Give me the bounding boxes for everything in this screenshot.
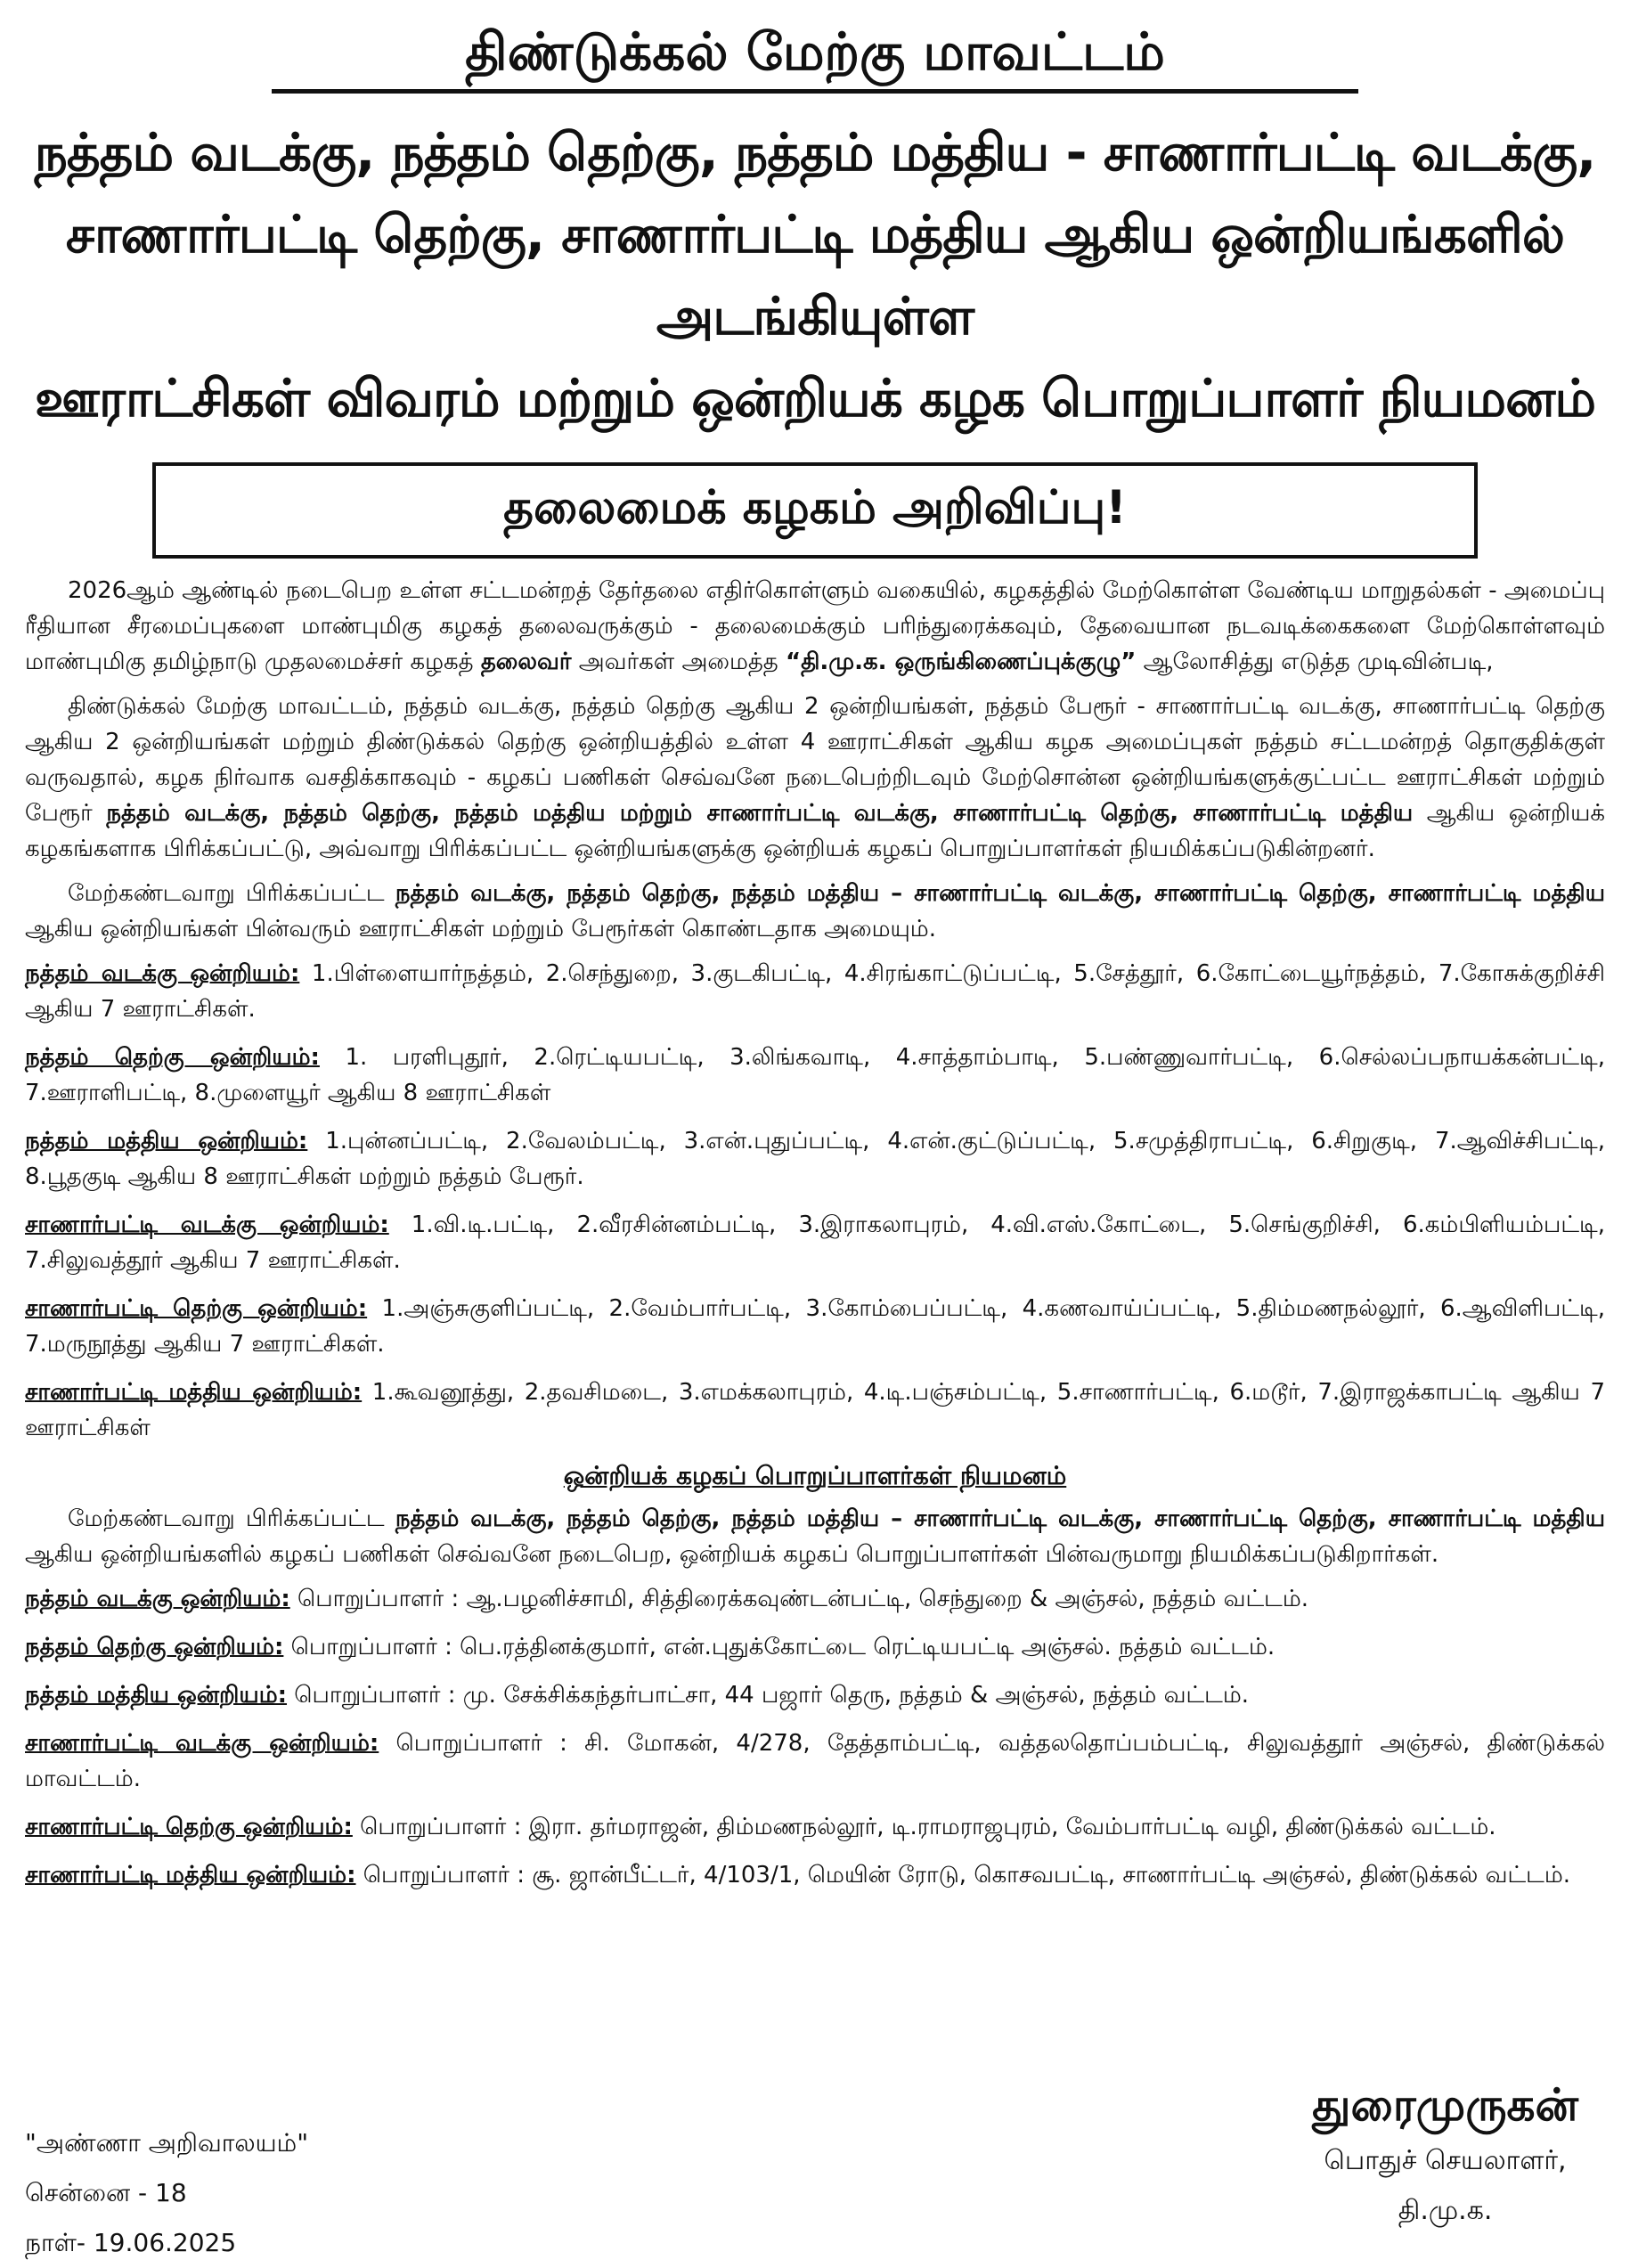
appointment-details: பொறுப்பாளர் : பெ.ரத்தினக்குமார், என்.புதுக்கோட்டை ரெட்டியபட்டி அஞ்சல். நத்தம் வட்டம். — [283, 1634, 1275, 1660]
union-villages: 1.புன்னப்பட்டி, 2.வேலம்பட்டி, 3.என்.புதுப்பட்டி, 4.என்.குட்டுப்பட்டி, 5.சமுத்திராபட்டி, 6.சிறுகுடி, 7.ஆவிச்சிபட்டி, 8.பூதகுடி ஆகிய 8 ஊராட்சிகள் மற்றும் நத்தம் பேரூர். — [25, 1128, 1606, 1190]
appointment-details: பொறுப்பாளர் : ஆ.பழனிச்சாமி, சித்திரைக்கவுண்டன்பட்டி, செந்துறை & அஞ்சல், நத்தம் வட்டம். — [289, 1586, 1309, 1612]
signature-block — [1312, 2074, 1578, 2236]
p2-text-a: திண்டுக்கல் மேற்கு மாவட்டம், நத்தம் வடக்கு, நத்தம் தெற்கு ஆகிய 2 ஒன்றியங்கள், நத்தம் பேரூர் - சாணார்பட்டி வடக்கு, சாணார்பட்டி தெற்கு ஆகிய 2 ஒன்றியங்கள் மற்றும் திண்டுக்கல் தெற்கு ஒன்றியத்தில் உள்ள 4 ஊராட்சிகள் ஆகிய கழக அமைப்புகள் நத்தம் சட்டமன்றத் தொகுதிக்குள் வருவதால், கழக நிர்வாக வசதிக்காகவும் - கழகப் பணிகள் செவ்வனே நடைபெற்றிடவும் மேற்சொன்ன ஒன்றியங்களுக்குட்பட்ட ஊராட்சிகள் மற்றும் பேரூர் — [25, 693, 1605, 827]
paragraph-3 — [25, 876, 1605, 947]
appointments-title: ஒன்றியக் கழகப் பொறுப்பாளர்கள் நியமனம் — [563, 1461, 1067, 1490]
union-label: நத்தம் வடக்கு ஒன்றியம்: — [25, 960, 300, 987]
union-villages: 1.கூவனூத்து, 2.தவசிமடை, 3.எமக்கலாபுரம், 4.டி.பஞ்சம்பட்டி, 5.சாணார்பட்டி, 6.மடூர், 7.இராஜக்காபட்டி ஆகிய 7 ஊராட்சிகள் — [25, 1379, 1605, 1441]
notice-body — [25, 573, 1605, 1893]
appointment-2 — [25, 1629, 1605, 1665]
union-villages-2 — [25, 1040, 1605, 1111]
p2-bold-unions: நத்தம் வடக்கு, நத்தம் தெற்கு, நத்தம் மத்திய மற்றும் சாணார்பட்டி வடக்கு, சாணார்பட்டி தெற்கு, சாணார்பட்டி மத்திய — [106, 800, 1414, 827]
headline-line-3: ஊராட்சிகள் விவரம் மற்றும் ஒன்றியக் கழக பொறுப்பாளர் நியமனம் — [34, 368, 1596, 428]
notice-box — [152, 462, 1478, 559]
union-villages: 1.அஞ்சுகுளிப்பட்டி, 2.வேம்பார்பட்டி, 3.கோம்பைப்பட்டி, 4.கணவாய்ப்பட்டி, 5.திம்மணநல்லூர், 6.ஆவிளிபட்டி, 7.மருநூத்து ஆகிய 7 ஊராட்சிகள். — [25, 1295, 1606, 1358]
union-label: சாணார்பட்டி தெற்கு ஒன்றியம்: — [25, 1295, 368, 1322]
union-villages-4 — [25, 1207, 1605, 1278]
union-villages-5 — [25, 1291, 1605, 1362]
party-name: தி.மு.க. — [1398, 2195, 1493, 2226]
p3-bold-unions: நத்தம் வடக்கு, நத்தம் தெற்கு, நத்தம் மத்திய – சாணார்பட்டி வடக்கு, சாணார்பட்டி தெற்கு, சாணார்பட்டி மத்திய — [395, 880, 1605, 907]
place-name: "அண்ணா அறிவாலயம்" — [25, 2128, 309, 2158]
district-title: திண்டுக்கல் மேற்கு மாவட்டம் — [272, 16, 1358, 94]
appointment-3 — [25, 1677, 1605, 1713]
headline-line-2: சாணார்பட்டி தெற்கு, சாணார்பட்டி மத்திய ஆகிய ஒன்றியங்களில் அடங்கியுள்ள — [65, 204, 1565, 347]
p1-text-a: 2026ஆம் ஆண்டில் நடைபெற உள்ள சட்டமன்றத் தேர்தலை எதிர்கொள்ளும் வகையில், கழகத்தில் மேற்கொள்ள வேண்டிய மாறுதல்கள் - அமைப்பு ரீதியான சீரமைப்புகளை மாண்புமிகு கழகத் தலைவருக்கும் - தலைமைக்கும் பரிந்துரைக்கவும், தேவையான நடவடிக்கைகளை மேற்கொள்ளவும் மாண்புமிகு தமிழ்நாடு முதலமைச்சர் கழகத் — [25, 577, 1605, 675]
footer — [25, 2074, 1605, 2257]
appointment-5 — [25, 1809, 1605, 1845]
p3-text-a: மேற்கண்டவாறு பிரிக்கப்பட்ட — [68, 880, 395, 907]
p1-text-b: அவர்கள் அமைத்த — [571, 649, 786, 675]
appointment-details: பொறுப்பாளர் : மு. சேக்சிக்கந்தர்பாட்சா, 44 பஜார் தெரு, நத்தம் & அஞ்சல், நத்தம் வட்டம். — [287, 1682, 1250, 1709]
appointment-label: சாணார்பட்டி வடக்கு ஒன்றியம்: — [25, 1730, 379, 1757]
p4-bold-unions: நத்தம் வடக்கு, நத்தம் தெற்கு, நத்தம் மத்திய – சாணார்பட்டி வடக்கு, சாணார்பட்டி தெற்கு, சாணார்பட்டி மத்திய — [395, 1505, 1605, 1532]
union-villages: 1.வி.டி.பட்டி, 2.வீரசின்னம்பட்டி, 3.இராகலாபுரம், 4.வி.எஸ்.கோட்டை, 5.செங்குறிச்சி, 6.கம்பிளியம்பட்டி, 7.சிலுவத்தூர் ஆகிய 7 ஊராட்சிகள். — [25, 1212, 1605, 1274]
union-label: நத்தம் தெற்கு ஒன்றியம்: — [25, 1044, 320, 1071]
p2-text-b: ஆகிய ஒன்றியக் கழகங்களாக பிரிக்கப்பட்டு, அவ்வாறு பிரிக்கப்பட்ட ஒன்றியங்களுக்கு ஒன்றியக் கழகப் பொறுப்பாளர்கள் நியமிக்கப்படுகின்றனர். — [25, 800, 1606, 862]
p3-text-b: ஆகிய ஒன்றியங்கள் பின்வரும் ஊராட்சிகள் மற்றும் பேரூர்கள் கொண்டதாக அமையும். — [25, 916, 936, 942]
appointment-label: நத்தம் தெற்கு ஒன்றியம்: — [25, 1634, 284, 1660]
appointment-label: நத்தம் வடக்கு ஒன்றியம்: — [25, 1586, 290, 1612]
p4-text-b: ஆகிய ஒன்றியங்களில் கழகப் பணிகள் செவ்வனே நடைபெற, ஒன்றியக் கழகப் பொறுப்பாளர்கள் பின்வருமாறு நியமிக்கப்படுகிறார்கள். — [25, 1541, 1439, 1568]
paragraph-4 — [25, 1501, 1605, 1572]
appointment-label: நத்தம் மத்திய ஒன்றியம்: — [25, 1682, 288, 1709]
paragraph-1 — [25, 573, 1605, 680]
union-villages: 1. பரளிபுதூர், 2.ரெட்டியபட்டி, 3.லிங்கவாடி, 4.சாத்தாம்பாடி, 5.பண்ணுவார்பட்டி, 6.செல்லப்பநாயக்கன்பட்டி, 7.ஊராளிபட்டி, 8.முளையூர் ஆகிய 8 ஊராட்சிகள் — [25, 1044, 1605, 1106]
appointment-1 — [25, 1581, 1605, 1617]
issue-date: நாள்- 19.06.2025 — [25, 2228, 237, 2257]
signatory-designation: பொதுச் செயலாளர், — [1324, 2145, 1567, 2176]
appointment-6 — [25, 1857, 1605, 1893]
issue-details — [25, 2118, 308, 2268]
union-villages: 1.பிள்ளையார்நத்தம், 2.செந்துறை, 3.குடகிபட்டி, 4.சிரங்காட்டுப்பட்டி, 5.சேத்தூர், 6.கோட்டையூர்நத்தம், 7.கோசுக்குறிச்சி ஆகிய 7 ஊராட்சிகள். — [25, 960, 1605, 1023]
union-label: சாணார்பட்டி வடக்கு ஒன்றியம்: — [25, 1212, 389, 1238]
appointment-label: சாணார்பட்டி தெற்கு ஒன்றியம்: — [25, 1814, 353, 1840]
paragraph-2 — [25, 689, 1605, 867]
appointment-details: பொறுப்பாளர் : சி. மோகன், 4/278, தேத்தாம்பட்டி, வத்தலதொப்பம்பட்டி, சிலுவத்தூர் அஞ்சல், திண்டுக்கல் மாவட்டம். — [25, 1730, 1605, 1792]
notice-title: தலைமைக் கழகம் அறிவிப்பு! — [503, 480, 1127, 534]
appointment-label: சாணார்பட்டி மத்திய ஒன்றியம்: — [25, 1862, 356, 1889]
city: சென்னை - 18 — [25, 2178, 187, 2207]
union-label: நத்தம் மத்திய ஒன்றியம்: — [25, 1128, 308, 1154]
p4-text-a: மேற்கண்டவாறு பிரிக்கப்பட்ட — [68, 1505, 395, 1532]
union-villages-6 — [25, 1375, 1605, 1446]
union-villages-3 — [25, 1123, 1605, 1195]
appointment-details: பொறுப்பாளர் : சூ. ஜான்பீட்டர், 4/103/1, மெயின் ரோடு, கொசவபட்டி, சாணார்பட்டி அஞ்சல், திண்டுக்கல் வட்டம். — [355, 1862, 1571, 1889]
appointment-details: பொறுப்பாளர் : இரா. தர்மராஜன், திம்மணநல்லூர், டி.ராமராஜபுரம், வேம்பார்பட்டி வழி, திண்டுக்கல் வட்டம். — [352, 1814, 1496, 1840]
headline — [25, 111, 1605, 439]
notice-page — [25, 16, 1606, 2257]
p1-bold-committee: “தி.மு.க. ஒருங்கிணைப்புக்குழு” — [786, 649, 1137, 675]
signatory-name: துரைமுருகன் — [1312, 2079, 1578, 2131]
p1-bold-leader: தலைவர் — [480, 649, 572, 675]
appointment-4 — [25, 1725, 1605, 1797]
union-label: சாணார்பட்டி மத்திய ஒன்றியம்: — [25, 1379, 363, 1406]
p1-text-c: ஆலோசித்து எடுத்த முடிவின்படி, — [1136, 649, 1494, 675]
headline-line-1: நத்தம் வடக்கு, நத்தம் தெற்கு, நத்தம் மத்திய - சாணார்பட்டி வடக்கு, — [34, 122, 1596, 183]
union-villages-1 — [25, 956, 1605, 1027]
